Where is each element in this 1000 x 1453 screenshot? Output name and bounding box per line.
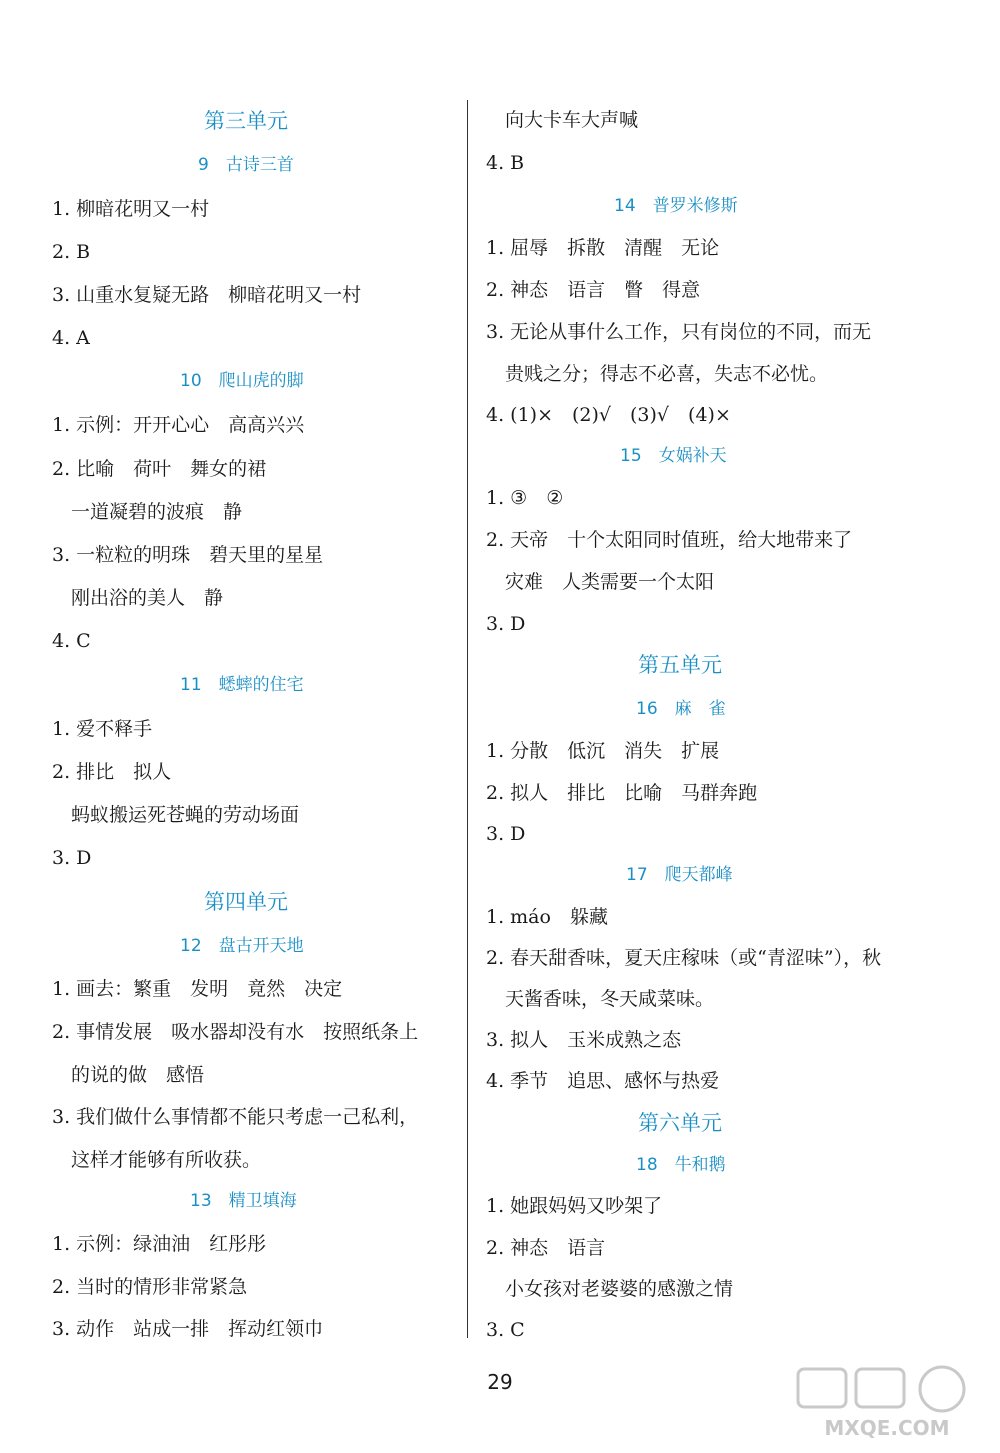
svg-text:MXQE.COM: MXQE.COM	[824, 1416, 950, 1440]
answer-line: 2. 排比 拟人	[52, 761, 172, 783]
answer-line: 3. 无论从事什么工作，只有岗位的不同，而无	[486, 321, 872, 343]
answer-line: 向大卡车大声喊	[486, 109, 639, 131]
answer-line: 3. 一粒粒的明珠 碧天里的星星	[52, 544, 324, 566]
answer-line: 贵贱之分；得志不必喜，失志不必忧。	[486, 363, 829, 385]
answer-line: 2. 当时的情形非常紧急	[52, 1276, 248, 1298]
watermark-logo	[792, 1363, 982, 1443]
unit-6-title: 第六单元	[638, 1111, 722, 1135]
answer-line: 刚出浴的美人 静	[52, 587, 224, 609]
lesson-11-title: 11 蟋蟀的住宅	[180, 675, 304, 695]
lesson-10-title: 10 爬山虎的脚	[180, 371, 304, 391]
answer-line: 2. 事情发展 吸水器却没有水 按照纸条上	[52, 1021, 419, 1043]
answer-line: 2. 春天甜香味，夏天庄稼味（或“青涩味”），秋	[486, 947, 882, 969]
answer-line: 3. 拟人 玉米成熟之态	[486, 1029, 682, 1051]
lesson-16-title: 16 麻 雀	[636, 699, 726, 719]
answer-line: 3. 我们做什么事情都不能只考虑一己私利，	[52, 1106, 419, 1128]
answer-line: 1. 画去：繁重 发明 竟然 决定	[52, 978, 343, 1000]
answer-line: 2. 神态 语言	[486, 1237, 606, 1259]
lesson-13-title: 13 精卫填海	[190, 1191, 297, 1211]
answer-line: 3. C	[486, 1319, 525, 1341]
lesson-15-title: 15 女娲补天	[620, 446, 727, 466]
answer-line: 1. 柳暗花明又一村	[52, 198, 210, 220]
answer-line: 1. 爱不释手	[52, 718, 153, 740]
answer-line: 1. 屈辱 拆散 清醒 无论	[486, 237, 720, 259]
answer-line: 这样才能够有所收获。	[52, 1149, 262, 1171]
answer-line: 3. D	[486, 613, 526, 635]
lesson-18-title: 18 牛和鹅	[636, 1155, 726, 1175]
answer-line: 3. D	[52, 847, 92, 869]
answer-line: 3. 山重水复疑无路 柳暗花明又一村	[52, 284, 362, 306]
lesson-9-title: 9 古诗三首	[198, 155, 294, 175]
answer-line: 4. C	[52, 630, 91, 652]
answer-line: 3. D	[486, 823, 526, 845]
unit-5-title: 第五单元	[638, 653, 722, 677]
answer-line: 2. 天帝 十个太阳同时值班，给大地带来了	[486, 529, 853, 551]
answer-line: 1. ③ ②	[486, 487, 564, 509]
lesson-12-title: 12 盘古开天地	[180, 936, 304, 956]
answer-line: 2. 拟人 排比 比喻 马群奔跑	[486, 782, 758, 804]
answer-line: 2. 比喻 荷叶 舞女的裙	[52, 458, 267, 480]
answer-line: 小女孩对老婆婆的感激之情	[486, 1278, 734, 1300]
answer-line: 1. 示例：绿油油 红彤彤	[52, 1233, 267, 1255]
lesson-17-title: 17 爬天都峰	[626, 865, 733, 885]
lesson-14-title: 14 普罗米修斯	[614, 196, 738, 216]
answer-line: 1. 她跟妈妈又吵架了	[486, 1195, 663, 1217]
answer-line: 4. B	[486, 152, 525, 174]
answer-line: 4. (1)× (2)√ (3)√ (4)×	[486, 404, 731, 426]
unit-4-title: 第四单元	[204, 890, 288, 914]
page-number: 29	[487, 1370, 513, 1394]
answer-line: 1. máo 躲藏	[486, 906, 608, 928]
answer-line: 一道凝碧的波痕 静	[52, 501, 243, 523]
answer-line: 3. 动作 站成一排 挥动红领巾	[52, 1318, 324, 1340]
answer-line: 4. A	[52, 327, 90, 349]
answer-line: 1. 分散 低沉 消失 扩展	[486, 740, 720, 762]
answer-line: 4. 季节 追思、感怀与热爱	[486, 1070, 720, 1092]
answer-line: 蚂蚁搬运死苍蝇的劳动场面	[52, 804, 300, 826]
unit-3-title: 第三单元	[204, 109, 288, 133]
answer-line: 1. 示例：开开心心 高高兴兴	[52, 414, 305, 436]
answer-line: 2. 神态 语言 瞥 得意	[486, 279, 701, 301]
answer-line: 天酱香味，冬天咸菜味。	[486, 988, 715, 1010]
answer-line: 灾难 人类需要一个太阳	[486, 571, 715, 593]
answer-line: 的说的做 感悟	[52, 1064, 205, 1086]
answer-line: 2. B	[52, 241, 91, 263]
column-divider	[467, 100, 468, 1338]
